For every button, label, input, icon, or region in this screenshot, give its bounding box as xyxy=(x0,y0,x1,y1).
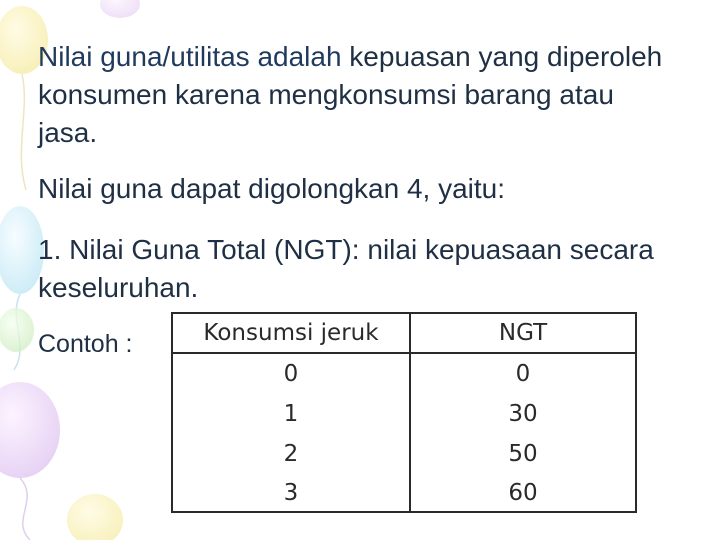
table-row xyxy=(172,434,636,474)
definition-text: kepuasan yang diperoleh konsumen karena mengkonsumsi barang atau jasa. xyxy=(38,41,663,148)
column-header-konsumsi: Konsumsi jeruk xyxy=(172,313,410,353)
table-cell-ngt: 60 xyxy=(410,474,636,512)
example-table xyxy=(171,312,637,513)
table-row xyxy=(172,394,636,434)
table-row xyxy=(172,353,636,394)
table-row xyxy=(172,474,636,512)
ngt-definition-paragraph: 1. Nilai Guna Total (NGT): nilai kepuasaan secara keseluruhan. xyxy=(38,234,654,303)
column-header-ngt: NGT xyxy=(410,313,636,353)
table-cell-konsumsi: 3 xyxy=(172,474,410,512)
definition-paragraph xyxy=(38,38,678,152)
example-label: Contoh : xyxy=(38,330,133,358)
definition-term: Nilai guna/utilitas adalah xyxy=(38,41,342,72)
table-cell-ngt: 0 xyxy=(410,353,636,394)
table-cell-konsumsi: 2 xyxy=(172,434,410,474)
classification-paragraph: Nilai guna dapat digolongkan 4, yaitu: xyxy=(38,173,506,204)
table-cell-konsumsi: 1 xyxy=(172,394,410,434)
table-header-row xyxy=(172,313,636,353)
table-cell-ngt: 50 xyxy=(410,434,636,474)
table-cell-konsumsi: 0 xyxy=(172,353,410,394)
table-cell-ngt: 30 xyxy=(410,394,636,434)
